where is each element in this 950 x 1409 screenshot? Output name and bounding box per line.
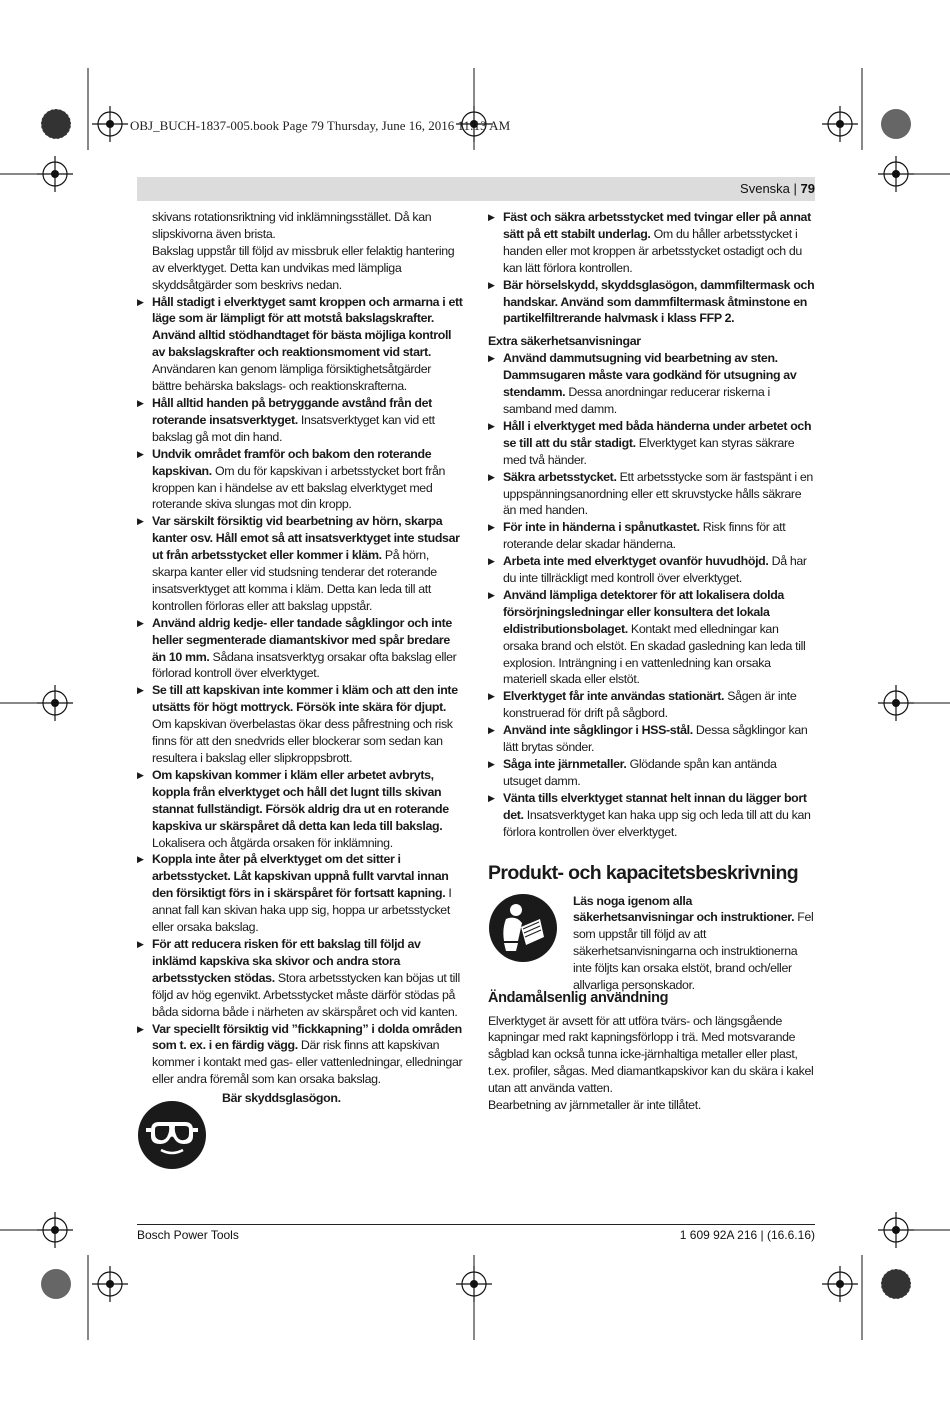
item-bold: Håll stadigt i elverktyget samt kroppen och armarna i ett läge som är lämpligt för att motstå bakslagskrafter. Använd alltid stödhandtaget för bästa möjliga kontroll av bakslagskrafter och reaktionsmoment vid start.	[152, 294, 463, 360]
item-bold: Använd inte sågklingor i HSS-stål.	[503, 723, 693, 738]
item-text: Sådana insatsverktyg orsakar ofta bakslag eller förlorad kontroll över elverktyget.	[152, 649, 457, 681]
item-text: Insatsverktyget kan haka upp sig och leda till att du kan förlora kontrollen över elverktyget.	[503, 807, 811, 839]
list-item	[488, 722, 815, 756]
header-separator: |	[789, 181, 801, 196]
safety-glasses-icon	[137, 1100, 207, 1170]
list-item	[137, 446, 463, 514]
footer-doc-number: 1 609 92A 216 | (16.6.16)	[679, 1228, 815, 1242]
intended-use-text-2: Bearbetning av järnmetaller är inte tillåtet.	[488, 1098, 701, 1113]
list-item	[488, 469, 815, 520]
list-item	[137, 513, 463, 614]
item-bold: Använd dammutsugning vid bearbetning av sten. Dammsugaren måste vara godkänd för utsugning av stendamm.	[503, 351, 797, 400]
list-item	[488, 790, 815, 841]
read-manual-notice	[488, 893, 815, 993]
item-bold: Bär hörselskydd, skyddsglasögon, dammfiltermask och handskar. Använd som dammfiltermask åtminstone en partikelfiltrerande halvmask i klass FFP 2.	[503, 277, 815, 326]
slug-line: OBJ_BUCH-1837-005.book Page 79 Thursday, June 16, 2016 11:13 AM	[130, 118, 511, 133]
item-bold: Elverktyget får inte användas stationärt.	[503, 689, 725, 704]
intended-use-heading: Ändamålsenlig användning	[488, 989, 669, 1006]
list-item	[488, 756, 815, 790]
item-bold: Håll alltid handen på betryggande avstånd från det roterande insatsverktyget.	[152, 395, 432, 427]
item-text: Insatsverktyget kan vid ett bakslag gå mot din hand.	[152, 412, 435, 444]
left-column	[137, 209, 463, 1180]
read-manual-icon	[488, 893, 558, 963]
list-item	[137, 395, 463, 446]
item-text: Glödande spån kan antända utsuget damm.	[503, 757, 777, 788]
item-text: Elverktyget kan styras säkrare med två händer.	[503, 435, 795, 467]
list-item	[488, 587, 815, 688]
item-bold: Om kapskivan kommer i kläm eller arbetet avbryts, koppla från elverktyget och håll det lugnt tills skivan stannat fullständigt. Försök aldrig dra ut en roterande kapskiva ur skärspåret då detta kan leda till bakslag.	[152, 767, 449, 833]
list-item	[488, 277, 815, 328]
list-item	[488, 519, 815, 553]
safety-glasses-label: Bär skyddsglasögon.	[222, 1091, 341, 1106]
list-item	[137, 682, 463, 767]
item-bold: Var särskilt försiktig vid bearbetning av hörn, skarpa kanter osv. Håll emot så att insatsverktyget inte studsar ut från arbetsstycket eller kommer i kläm.	[152, 514, 460, 563]
item-text: Om kapskivan överbelastas ökar dess påfrestning och risk finns för att den snedvrids eller blockerar som sedan kan resultera i bakslag eller slipkroppsbrott.	[152, 717, 453, 765]
list-item	[137, 767, 463, 852]
header-language: Svenska	[740, 181, 790, 196]
list-item	[488, 350, 815, 418]
item-text: Kontakt med elledningar kan orsaka brand och elstöt. En skadad gasledning kan leda till explosion. Inträngning i en vattenledning kan orsaka materiell skada eller elstöt.	[503, 621, 806, 687]
page-number: 79	[800, 181, 815, 196]
item-bold: Fäst och säkra arbetsstycket med tvingar eller på annat sätt på ett stabilt underlag.	[503, 210, 811, 241]
list-item	[488, 209, 815, 277]
list-item	[488, 553, 815, 587]
list-item	[488, 688, 815, 722]
item-bold: Undvik området framför och bakom den roterande kapskivan.	[152, 446, 432, 478]
footer-rule	[137, 1224, 815, 1225]
right-column	[488, 209, 815, 1114]
item-text: På hörn, skarpa kanter eller vid studsning tenderar det roterande insatsverktyget att komma i kläm. Detta kan leda till att kontrollen förloras eller att bakslag uppstår.	[152, 548, 437, 613]
item-bold: Säkra arbetsstycket.	[503, 469, 617, 484]
extra-safety-heading: Extra säkerhetsanvisningar	[488, 334, 641, 349]
item-bold: Koppla inte åter på elverktyget om det sitter i arbetsstycket. Låt kapskivan uppnå fullt varvtal innan den försiktigt förs in i skärspåret för fortsatt kapning.	[152, 852, 449, 901]
read-manual-body: Fel som uppstår till följd av att säkerhetsanvisningarna och instruktionerna inte följts kan orsaka elstöt, brand och/eller allvarliga personskador.	[573, 910, 814, 993]
list-item	[137, 1021, 463, 1089]
list-item	[488, 418, 815, 469]
list-item	[137, 615, 463, 683]
item-bold: Såga inte järnmetaller.	[503, 757, 627, 771]
item-bold: För inte in händerna i spånutkastet.	[503, 520, 700, 535]
list-item	[137, 936, 463, 1021]
item-text: Stora arbetsstycken kan böjas ut till följd av hög egenvikt. Arbetsstycket måste därför stödas på båda sidorna både i närheten av skärspåret och vid kanten.	[152, 970, 460, 1019]
list-item	[137, 851, 463, 936]
item-text: Sågen är inte konstruerad för drift på sågbord.	[503, 689, 797, 721]
list-item	[137, 294, 463, 395]
read-manual-text	[573, 893, 815, 994]
item-bold: Använd aldrig kedje- eller tandade sågklingor och inte heller segmenterade diamantskivor med spår bredare än 10 mm.	[152, 615, 452, 664]
item-bold: För att reducera risken för ett bakslag till följd av inklämd kapskiva ska skivor och andra stora arbetsstycken stödas.	[152, 936, 421, 985]
item-text: Dessa sågklingor kan lätt brytas sönder.	[503, 723, 808, 755]
section-title: Produkt- och kapacitetsbeskrivning	[488, 861, 799, 884]
item-text: Då har du inte tillräckligt med kontroll över elverktyget.	[503, 554, 807, 586]
safety-glasses-notice	[137, 1090, 463, 1180]
footer-brand: Bosch Power Tools	[137, 1228, 239, 1242]
item-text: Lokalisera och åtgärda orsaken för inklämning.	[152, 835, 393, 850]
item-text: Om du för kapskivan i arbetsstycket bort från kroppen kan i händelse av ett bakslag elverktyget med roterande skiva slungas mot din kropp.	[152, 463, 446, 512]
item-bold: Var speciellt försiktig vid ”fickkapning” i dolda områden som t. ex. i en färdig vägg.	[152, 1021, 462, 1053]
read-manual-bold: Läs noga igenom alla säkerhetsanvisningar och instruktioner.	[573, 893, 795, 925]
item-text: Användaren kan genom lämpliga försiktighetsåtgärder bättre behärska bakslags- och reaktionskrafterna.	[152, 362, 432, 394]
item-bold: Arbeta inte med elverktyget ovanför huvudhöjd.	[503, 554, 769, 569]
item-text: Ett arbetsstycke som är fastspänt i en uppspänningsanordning eller ett skruvstycke hålls säkrare än med handen.	[503, 469, 813, 518]
item-text: Risk finns för att roterande delar skadar händerna.	[503, 520, 786, 552]
item-bold: Se till att kapskivan inte kommer i kläm och att den inte utsätts för högt mottryck. Försök inte skära för djupt.	[152, 683, 458, 715]
item-text: Där risk finns att kapskivan kommer i kontakt med gas- eller vattenledningar, elledningar eller andra föremål som kan orsaka bakslag.	[152, 1038, 463, 1087]
item-text: Dessa anordningar reducerar riskerna i samband med damm.	[503, 385, 770, 416]
item-bold: Håll i elverktyget med båda händerna under arbetet och se till att du står stadigt.	[503, 418, 812, 450]
item-bold: Använd lämpliga detektorer för att lokalisera dolda försörjningsledningar eller konsultera det lokala eldistributionsbolaget.	[503, 587, 784, 636]
item-text: I annat fall kan skivan haka upp sig, hoppa ur arbetsstycket eller orsaka bakslag.	[152, 886, 452, 935]
item-bold: Vänta tills elverktyget stannat helt innan du lägger bort det.	[503, 790, 807, 822]
intro-paragraph: skivans rotationsriktning vid inklämningsstället. Då kan slipskivorna även brista.	[152, 210, 432, 241]
item-text: Om du håller arbetsstycket i handen eller mot kroppen är arbetsstycket ostadigt och du kan lätt förlora kontrollen.	[503, 226, 802, 275]
running-header	[740, 181, 815, 196]
intro-paragraph-2: Bakslag uppstår till följd av missbruk eller felaktig hantering av elverktyget. Detta kan undvikas med lämpliga skyddsåtgärder som beskrivs nedan.	[152, 243, 455, 292]
intended-use-text: Elverktyget är avsett för att utföra tvärs- och längsgående kapningar med rakt kapningsförlopp i trä. Med motsvarande sågblad kan också tunna icke-järnhaltiga metaller eller plast, t.ex. profiler, sågas. Med diamantkapskivor kan du skära i kakel utan att använda vatten.	[488, 1013, 814, 1096]
header-band	[137, 177, 815, 201]
